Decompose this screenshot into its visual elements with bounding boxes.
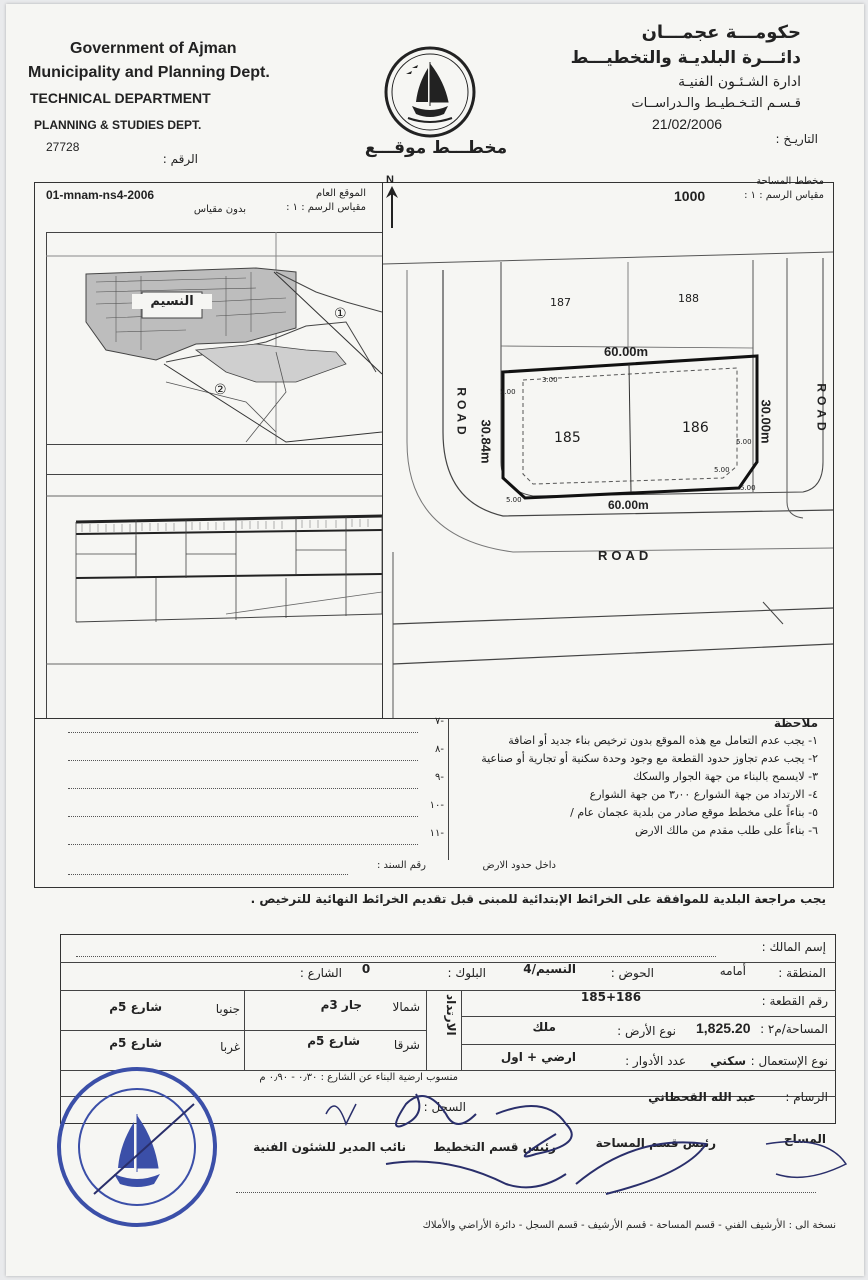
header-ar-planning: قـسـم التـخـطيـط والـدراســات [631, 96, 801, 111]
setback-corner: 5.00 [740, 484, 756, 492]
setbacks-title: الارتداد [444, 994, 458, 1036]
area-scale: 1000 [674, 188, 706, 204]
plot-label: رقم القطعة : [761, 994, 828, 1008]
location-scale: بدون مقياس [193, 204, 246, 215]
setback-north-value: جار 3م [320, 998, 362, 1012]
sig-deputy: نائب المدير للشئون الفنية [253, 1140, 406, 1154]
street-value: 0 [361, 962, 371, 976]
doc-title: مخطـــط موقـــع [364, 138, 508, 158]
north-label: N [386, 174, 394, 186]
ajman-logo-icon [382, 44, 478, 140]
official-seal-icon [54, 1064, 220, 1230]
sig-planning-head: رئيس قسم التخطيط [433, 1140, 556, 1154]
setback-south-value: شارع 5م [109, 1000, 162, 1014]
header-technical: TECHNICAL DEPARTMENT [30, 90, 211, 106]
setback-right-bottom: 5.00 [714, 466, 730, 474]
map-marker-1: ① [334, 306, 347, 322]
floors-value: ارضي + اول [500, 1050, 576, 1064]
note-1: ١- يجب عدم التعامل مع هذه الموقع بدون ترخيص بناء جديد أو اضافة [508, 734, 818, 747]
sig-survey-head: رئيس قسم المساحة [595, 1136, 716, 1150]
register-label: السجل : [423, 1100, 466, 1114]
region-label: المنطقة : [778, 966, 826, 980]
plot-186: 186 [682, 420, 709, 436]
signature-scribbles [306, 1074, 866, 1204]
area-plan-title: مخطط المساحة [756, 176, 824, 187]
line-7: -٧ [435, 716, 444, 727]
detail-map [46, 474, 382, 718]
dim-left: 30.84m [478, 419, 494, 464]
boundary-note: داخل حدود الارض [482, 860, 556, 871]
line-11: -١١ [429, 828, 444, 839]
setback-south-label: جنوبا [215, 1002, 240, 1016]
setback-east-label: شرقا [393, 1038, 420, 1052]
plot-187: 187 [550, 296, 571, 309]
plot-value: 185+186 [580, 990, 642, 1004]
header-date: 21/02/2006 [652, 116, 723, 132]
sig-engineer: المساح [783, 1132, 826, 1146]
setback-bottom: 5.00 [506, 496, 522, 504]
note-4: ٤- الارتداد من جهة الشوارع ٣٫٠٠ من جهة الشوارع [589, 788, 818, 801]
road-left: ROAD [454, 387, 469, 439]
location-scale-label: مقياس الرسم : ١ : [286, 202, 366, 213]
ref-label: الرقم : [162, 152, 198, 166]
owner-label: إسم المالك : [761, 940, 826, 954]
plot-188: 188 [678, 292, 699, 305]
footer-copies: نسخة الى : الأرشيف الفني - قسم المساحة - قسم الأرشيف - قسم السجل - دائرة الأراضي والأملاك [422, 1220, 836, 1231]
location-title: الموقع العام [316, 188, 366, 199]
land-type-value: ملك [532, 1020, 556, 1034]
header-gov: Government of Ajman [70, 40, 237, 57]
map-area-label: النسيم [132, 294, 212, 309]
header-municipality: Municipality and Planning Dept. [28, 64, 270, 81]
road-bottom: ROAD [598, 548, 653, 563]
map-marker-2: ② [214, 382, 227, 398]
setback-right: 5.00 [736, 438, 752, 446]
area-value: 1,825.20 [696, 1020, 751, 1036]
ref-number: 27728 [46, 140, 80, 154]
note-5: ٥- بناءاً على مخطط موقع صادر من بلدية عجمان عام / [570, 806, 818, 819]
level-note: منسوب ارضية البناء عن الشارع : ٠٫٣٠ - ٠٫٩٠ م [259, 1072, 458, 1083]
deed-label: رقم السند : [376, 860, 426, 871]
setback-east-value: شارع 5م [307, 1034, 360, 1048]
use-value: سكني [710, 1054, 746, 1068]
setback-west-label: غربا [220, 1040, 240, 1054]
line-9: -٩ [435, 772, 444, 783]
region-value: النسيم/4 [523, 962, 576, 976]
document-sheet [6, 4, 864, 1276]
location-code: 01-mnam-ns4-2006 [46, 188, 155, 202]
area-scale-label: مقياس الرسم : ١ : [744, 190, 824, 201]
dim-right: 30.00m [758, 399, 774, 444]
land-type-label: نوع الأرض : [617, 1024, 676, 1038]
block-label: البلوك : [447, 966, 486, 980]
basin-label: الحوض : [610, 966, 654, 980]
dim-bottom: 60.00m [608, 498, 649, 512]
floors-label: عدد الأدوار : [625, 1054, 686, 1068]
review-note: يجب مراجعة البلدية للموافقة على الخرائط الإبتدائية للمبنى قبل تقديم الخرائط النهائية للترخيص . [250, 892, 826, 906]
line-10: -١٠ [429, 800, 444, 811]
drafter-value: عبد الله القحطاني [648, 1090, 756, 1104]
plot-185: 185 [554, 430, 581, 446]
setback-west-value: شارع 5م [109, 1036, 162, 1050]
header-ar-municipality: دائـــرة البلديـة والتخطيـــط [570, 48, 801, 68]
key-map [46, 232, 382, 444]
area-label: المساحة/م٢ : [760, 1022, 828, 1036]
use-label: نوع الإستعمال : [750, 1054, 828, 1068]
drafter-label: الرسام : [785, 1090, 828, 1104]
header-ar-gov: حكومـــة عجمـــان [641, 22, 801, 43]
street-label: الشارع : [299, 966, 342, 980]
inner-dim: 3.00 [542, 376, 558, 384]
date-label: التاريـخ : [775, 132, 818, 146]
north-arrow-icon [386, 186, 398, 228]
header-ar-technical: ادارة الشـئـون الفنيـة [678, 74, 801, 90]
note-2: ٢- يجب عدم تجاوز حدود القطعة مع وجود وحدة سكنية أو تجارية أو صناعية [481, 752, 818, 765]
note-6: ٦- بناءاً على طلب مقدم من مالك الارض [634, 824, 818, 837]
line-8: -٨ [435, 744, 444, 755]
notes-title: ملاحظة [773, 716, 818, 730]
basin-value: أمامه [719, 964, 746, 978]
note-3: ٣- لايسمح بالبناء من جهة الجوار والسكك [633, 770, 818, 783]
site-plan [383, 252, 833, 718]
road-right: ROAD [814, 383, 829, 435]
setback-north-label: شمالا [392, 1000, 420, 1014]
setback-left-top: 5.00 [500, 388, 516, 396]
header-planning: PLANNING & STUDIES DEPT. [34, 118, 202, 132]
dim-top: 60.00m [604, 344, 649, 359]
